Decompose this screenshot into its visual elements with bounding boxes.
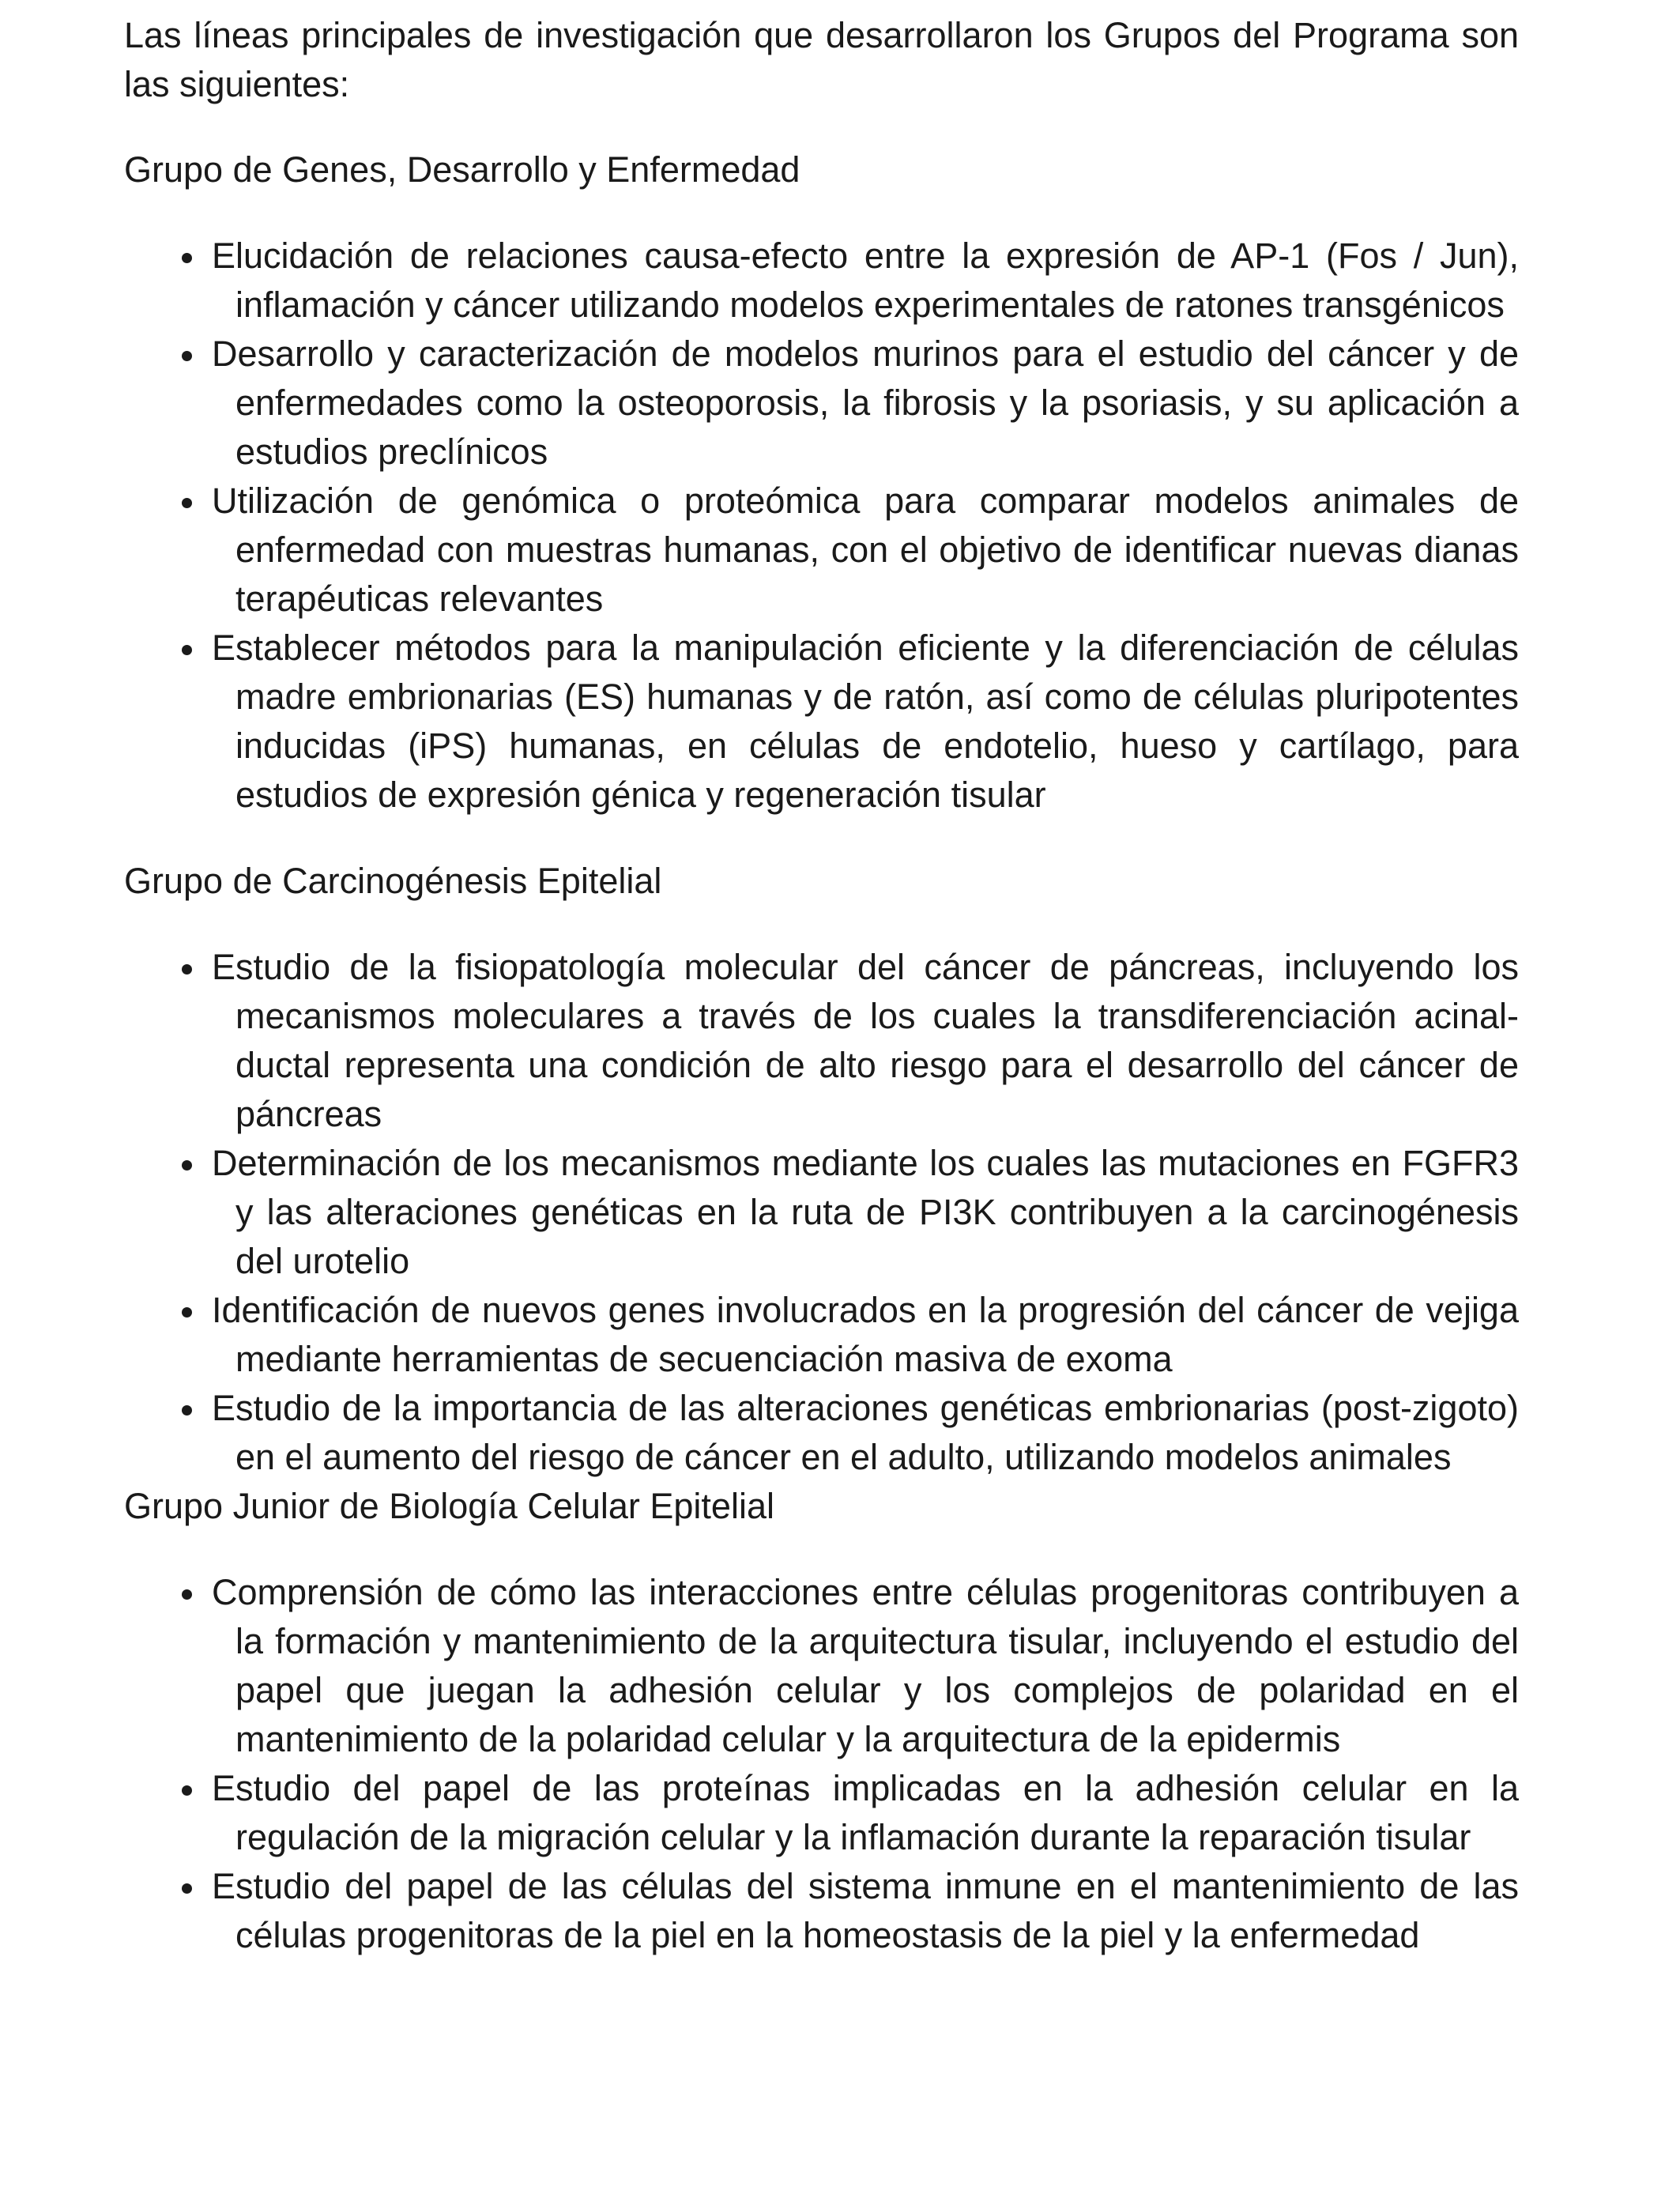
bullet-icon xyxy=(182,1160,192,1171)
list-item-text: Desarrollo y caracterización de modelos murinos para el estudio del cáncer y de enfermedades como la osteoporosis, la fibrosis y la psoriasis, y su aplicación a estudios preclínicos xyxy=(212,334,1519,472)
group-title-junior-biologia-celular-epitelial: Grupo Junior de Biología Celular Epitelial xyxy=(124,1486,774,1526)
list-item xyxy=(124,1568,1519,1764)
list-item xyxy=(124,232,1519,330)
list-item-text: Estudio del papel de las proteínas implicadas en la adhesión celular en la regulación de la migración celular y la inflamación durante la reparación tisular xyxy=(212,1768,1519,1857)
document-page xyxy=(124,11,1519,1960)
list-item-text: Establecer métodos para la manipulación eficiente y la diferenciación de células madre embrionarias (ES) humanas y de ratón, así como de células pluripotentes inducidas (iPS) humanas, en células de endotelio, hueso y cartílago, para estudios de expresión génica y regeneración tisular xyxy=(212,628,1519,815)
list-item xyxy=(124,1764,1519,1862)
list-item-text: Estudio de la fisiopatología molecular del cáncer de páncreas, incluyendo los mecanismos moleculares a través de los cuales la transdiferenciación acinal-ductal representa una condición de alto riesgo para el desarrollo del cáncer de páncreas xyxy=(212,947,1519,1134)
group-title-carcinogenesis-epitelial: Grupo de Carcinogénesis Epitelial xyxy=(124,861,662,901)
list-item-text: Estudio de la importancia de las alteraciones genéticas embrionarias (post-zigoto) en el aumento del riesgo de cáncer en el adulto, utilizando modelos animales xyxy=(212,1388,1519,1477)
bullet-icon xyxy=(182,964,192,974)
list-item xyxy=(124,1139,1519,1286)
bullet-icon xyxy=(182,351,192,361)
bullet-icon xyxy=(182,1307,192,1318)
intro-paragraph: Las líneas principales de investigación que desarrollaron los Grupos del Programa son las siguientes: xyxy=(124,15,1519,104)
bullet-icon xyxy=(182,253,192,263)
bullet-icon xyxy=(182,1883,192,1894)
group-title-genes-desarrollo-enfermedad: Grupo de Genes, Desarrollo y Enfermedad xyxy=(124,149,800,190)
list-item xyxy=(124,330,1519,477)
bullet-icon xyxy=(182,645,192,655)
bullet-icon xyxy=(182,1589,192,1600)
list-item-text: Comprensión de cómo las interacciones entre células progenitoras contribuyen a la formación y mantenimiento de la arquitectura tisular, incluyendo el estudio del papel que juegan la adhesión celular y los complejos de polaridad en el mantenimiento de la polaridad celular y la arquitectura de la epidermis xyxy=(212,1572,1519,1759)
list-item-text: Utilización de genómica o proteómica para comparar modelos animales de enfermedad con muestras humanas, con el objetivo de identificar nuevas dianas terapéuticas relevantes xyxy=(212,481,1519,619)
bullet-list-junior-biologia-celular-epitelial xyxy=(124,1568,1519,1960)
list-item-text: Determinación de los mecanismos mediante los cuales las mutaciones en FGFR3 y las alteraciones genéticas en la ruta de PI3K contribuyen a la carcinogénesis del urotelio xyxy=(212,1143,1519,1281)
list-item xyxy=(124,1862,1519,1960)
bullet-icon xyxy=(182,1785,192,1796)
bullet-icon xyxy=(182,498,192,508)
list-item-text: Identificación de nuevos genes involucrados en la progresión del cáncer de vejiga mediante herramientas de secuenciación masiva de exoma xyxy=(212,1290,1519,1379)
list-item-text: Elucidación de relaciones causa-efecto entre la expresión de AP-1 (Fos / Jun), inflamación y cáncer utilizando modelos experimentales de ratones transgénicos xyxy=(212,236,1519,325)
list-item-text: Estudio del papel de las células del sistema inmune en el mantenimiento de las células progenitoras de la piel en la homeostasis de la piel y la enfermedad xyxy=(212,1866,1519,1955)
list-item xyxy=(124,1384,1519,1482)
list-item xyxy=(124,477,1519,624)
bullet-icon xyxy=(182,1405,192,1416)
list-item xyxy=(124,943,1519,1139)
bullet-list-carcinogenesis-epitelial xyxy=(124,943,1519,1482)
bullet-list-genes-desarrollo-enfermedad xyxy=(124,232,1519,820)
list-item xyxy=(124,1286,1519,1384)
list-item xyxy=(124,624,1519,820)
